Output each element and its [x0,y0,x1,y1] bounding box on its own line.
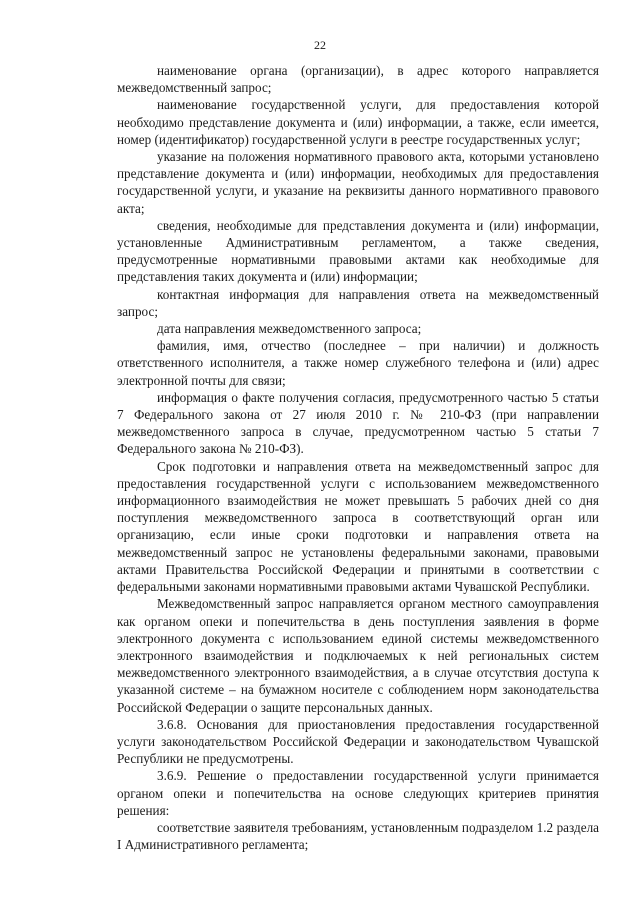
paragraph-addressee-name: наименование органа (организации), в адрес которого направляется межведомственный запрос; [117,63,599,96]
paragraph-consent-information: информация о факте получения согласия, предусмотренного частью 5 статьи 7 Федерального закона от 27 июля 2010 г. № 210-ФЗ (при направлении межведомственного запроса в случае, предусмотренном частью 5 статьи 7 Федерального закона № 210-ФЗ). [117,389,599,457]
paragraph-applicant-compliance: соответствие заявителя требованиям, установленным подразделом 1.2 раздела I Административного регламента; [117,819,599,853]
paragraph-response-deadline: Срок подготовки и направления ответа на межведомственный запрос для предоставления государственной услуги с использованием межведомственного информационного взаимодействия не может превышать 5 рабочих дней со дня поступления межведомственного запроса в соответствующий орган или организацию, если иные сроки подготовки и направления ответа на межведомственный запрос не установлены федеральными законами, правовыми актами Правительства Российской Федерации и принятыми в соответствии с федеральными законами нормативными правовыми актами Чувашской Республики. [117,458,599,595]
paragraph-required-information: сведения, необходимые для представления документа и (или) информации, установленные Административным регламентом, а также сведения, предусмотренные нормативными правовыми актами как необходимые для представления таких документа и (или) информации; [117,217,599,285]
document-body [117,62,599,853]
paragraph-contact-information: контактная информация для направления ответа на межведомственный запрос; [117,286,599,319]
paragraph-request-date: дата направления межведомственного запроса; [157,321,422,337]
paragraph-section-3-6-8: 3.6.8. Основания для приостановления предоставления государственной услуги законодательством Российской Федерации и законодательством Чувашской Республики не предусмотрены. [117,716,599,767]
paragraph-request-sending: Межведомственный запрос направляется органом местного самоуправления как органом опеки и попечительства в день поступления заявления в форме электронного документа с использованием единой системы межведомственного электронного взаимодействия и подключаемых к ней региональных систем межведомственного электронного взаимодействия, а в случае отсутствия доступа к указанной системе – на бумажном носителе с соблюдением норм законодательства Российской Федерации о защите персональных данных. [117,596,599,715]
page-number: 22 [314,38,326,52]
paragraph-service-name: наименование государственной услуги, для предоставления которой необходимо представление документа и (или) информации, а также, если имеется, номер (идентификатор) государственной услуги в реестре государственных услуг; [117,97,599,147]
paragraph-responsible-executor: фамилия, имя, отчество (последнее – при наличии) и должность ответственного исполнителя, а также номер служебного телефона и (или) адрес электронной почты для связи; [117,338,599,388]
paragraph-section-3-6-9: 3.6.9. Решение о предоставлении государственной услуги принимается органом опеки и попечительства на основе следующих критериев принятия решения: [117,768,599,818]
paragraph-legal-act-reference: указание на положения нормативного правового акта, которыми установлено представление документа и (или) информации, необходимых для предоставления государственной услуги, и указание на реквизиты данного нормативного правового акта; [117,149,599,216]
